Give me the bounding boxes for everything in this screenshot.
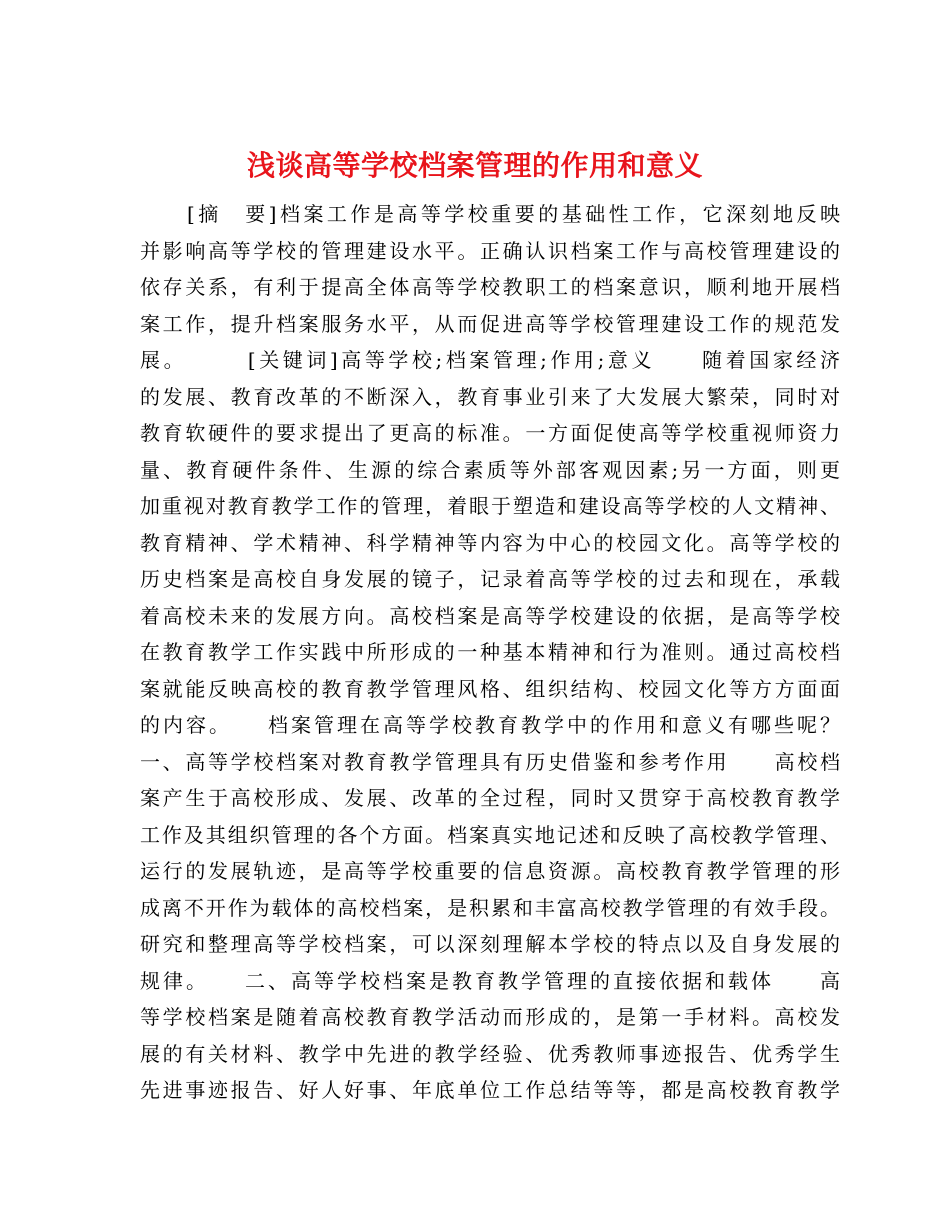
body-line: 量、教育硬件条件、生源的综合素质等外部客观因素;另一方面，则更 — [140, 457, 840, 482]
body-line: 先进事迹报告、好人好事、年底单位工作总结等等，都是高校教育教学 — [140, 1078, 840, 1102]
body-line: 案产生于高校形成、发展、改革的全过程，同时又贯穿于高校教育教学 — [140, 786, 840, 810]
body-line: 工作及其组织管理的各个方面。档案真实地记述和反映了高校教学管理、 — [140, 822, 840, 847]
body-line: 等学校档案是随着高校教育教学活动而形成的，是第一手材料。高校发 — [140, 1005, 840, 1029]
body-line: 的内容。 档案管理在高等学校教育教学中的作用和意义有哪些呢？ — [140, 713, 840, 737]
document-title: 浅谈高等学校档案管理的作用和意义 — [246, 148, 703, 182]
body-line: 案工作，提升档案服务水平，从而促进高等学校管理建设工作的规范发 — [140, 311, 840, 336]
body-line: 着高校未来的发展方向。高校档案是高等学校建设的依据，是高等学校 — [140, 603, 840, 628]
body-line: 成离不开作为载体的高校档案，是积累和丰富高校教学管理的有效手段。 — [140, 895, 840, 920]
document-body — [140, 196, 840, 1109]
body-line: 加重视对教育教学工作的管理，着眼于塑造和建设高等学校的人文精神、 — [140, 494, 840, 518]
body-line: 教育精神、学术精神、科学精神等内容为中心的校园文化。高等学校的 — [140, 530, 840, 555]
body-line: 案就能反映高校的教育教学管理风格、组织结构、校园文化等方方面面 — [140, 676, 840, 701]
body-line: 在教育教学工作实践中所形成的一种基本精神和行为准则。通过高校档 — [140, 640, 840, 664]
body-line: 并影响高等学校的管理建设水平。正确认识档案工作与高校管理建设的 — [140, 238, 840, 263]
body-line: [摘 要]档案工作是高等学校重要的基础性工作，它深刻地反映 — [140, 202, 840, 226]
body-line: 一、高等学校档案对教育教学管理具有历史借鉴和参考作用 高校档 — [140, 749, 840, 774]
body-line: 历史档案是高校自身发展的镜子，记录着高等学校的过去和现在，承载 — [140, 567, 840, 591]
body-line: 的发展、教育改革的不断深入，教育事业引来了大发展大繁荣，同时对 — [140, 384, 840, 409]
body-line: 研究和整理高等学校档案，可以深刻理解本学校的特点以及自身发展的 — [140, 932, 840, 956]
body-line: 规律。 二、高等学校档案是教育教学管理的直接依据和载体 高 — [140, 968, 840, 993]
body-line: 运行的发展轨迹，是高等学校重要的信息资源。高校教育教学管理的形 — [140, 859, 840, 883]
body-line: 展。 [关键词]高等学校;档案管理;作用;意义 随着国家经济 — [140, 348, 840, 372]
body-line: 展的有关材料、教学中先进的教学经验、优秀教师事迹报告、优秀学生 — [140, 1041, 840, 1066]
body-line: 依存关系，有利于提高全体高等学校教职工的档案意识，顺利地开展档 — [140, 275, 840, 299]
body-line: 教育软硬件的要求提出了更高的标准。一方面促使高等学校重视师资力 — [140, 421, 840, 445]
